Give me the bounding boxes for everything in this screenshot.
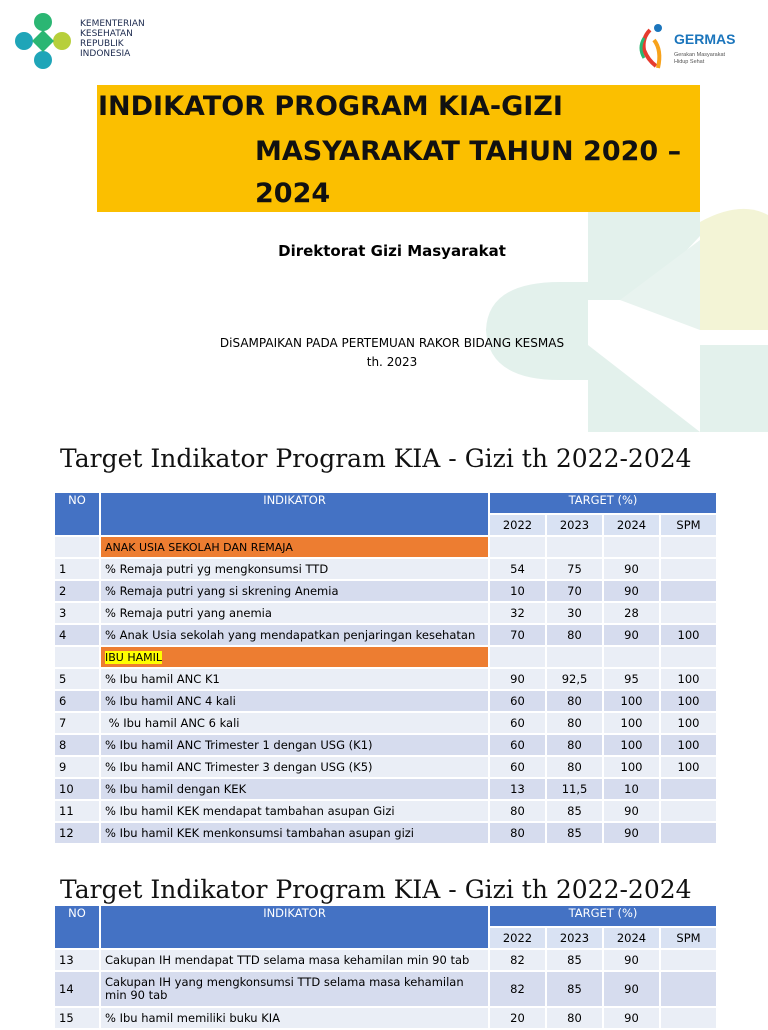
row-indikator: % Ibu hamil ANC K1 [101, 669, 488, 689]
row-spm [661, 559, 716, 579]
table-row [55, 801, 716, 821]
row-target-2024: 100 [604, 735, 659, 755]
header-2023: 2023 [547, 928, 602, 948]
row-spm [661, 950, 716, 970]
row-target-2022: 60 [490, 757, 545, 777]
row-target-2023: 11,5 [547, 779, 602, 799]
kemenkes-logo-icon [14, 12, 72, 70]
indicator-table-1 [53, 491, 718, 845]
row-target-2023: 30 [547, 603, 602, 623]
indicator-table-2 [53, 904, 718, 1030]
row-target-2022: 82 [490, 972, 545, 1006]
table-row [55, 823, 716, 843]
row-target-2022: 80 [490, 801, 545, 821]
row-no: 15 [55, 1008, 99, 1028]
table-row [55, 603, 716, 623]
row-indikator: % Ibu hamil memiliki buku KIA [101, 1008, 488, 1028]
table-row [55, 625, 716, 645]
row-target-2024: 90 [604, 559, 659, 579]
row-target-2024: 100 [604, 691, 659, 711]
row-target-2024: 90 [604, 625, 659, 645]
row-spm: 100 [661, 669, 716, 689]
row-target-2023: 80 [547, 1008, 602, 1028]
row-no: 2 [55, 581, 99, 601]
header-2022: 2022 [490, 928, 545, 948]
row-no: 6 [55, 691, 99, 711]
row-spm [661, 823, 716, 843]
row-indikator: % Anak Usia sekolah yang mendapatkan penjaringan kesehatan [101, 625, 488, 645]
row-target-2023: 80 [547, 625, 602, 645]
header-indikator: INDIKATOR [101, 493, 488, 535]
table-row [55, 581, 716, 601]
category-ibu-hamil: IBU HAMIL [101, 647, 488, 667]
header-2024: 2024 [604, 515, 659, 535]
row-target-2023: 80 [547, 735, 602, 755]
row-no: 10 [55, 779, 99, 799]
row-target-2022: 80 [490, 823, 545, 843]
row-target-2023: 80 [547, 757, 602, 777]
row-spm [661, 603, 716, 623]
header-2022: 2022 [490, 515, 545, 535]
row-indikator: % Ibu hamil KEK menkonsumsi tambahan asupan gizi [101, 823, 488, 843]
row-spm [661, 972, 716, 1006]
header-no: NO [55, 906, 99, 948]
row-target-2024: 10 [604, 779, 659, 799]
cover-slide [0, 0, 768, 432]
row-indikator: % Ibu hamil ANC 4 kali [101, 691, 488, 711]
row-no: 11 [55, 801, 99, 821]
row-spm [661, 581, 716, 601]
row-no: 13 [55, 950, 99, 970]
row-target-2023: 80 [547, 691, 602, 711]
row-spm [661, 801, 716, 821]
row-spm [661, 779, 716, 799]
row-target-2024: 95 [604, 669, 659, 689]
row-indikator: % Ibu hamil ANC Trimester 1 dengan USG (K1) [101, 735, 488, 755]
row-target-2023: 85 [547, 823, 602, 843]
row-target-2024: 90 [604, 972, 659, 1006]
header-indikator: INDIKATOR [101, 906, 488, 948]
table-row [55, 669, 716, 689]
row-target-2024: 100 [604, 757, 659, 777]
row-target-2022: 60 [490, 713, 545, 733]
table-row [55, 779, 716, 799]
row-spm: 100 [661, 735, 716, 755]
table-row [55, 950, 716, 970]
row-target-2022: 54 [490, 559, 545, 579]
row-target-2022: 13 [490, 779, 545, 799]
row-target-2023: 80 [547, 713, 602, 733]
table-row [55, 691, 716, 711]
header-no: NO [55, 493, 99, 535]
row-spm: 100 [661, 625, 716, 645]
row-target-2023: 75 [547, 559, 602, 579]
section-2-title: Target Indikator Program KIA - Gizi th 2022-2024 [60, 875, 692, 904]
row-indikator: % Remaja putri yg mengkonsumsi TTD [101, 559, 488, 579]
section-1-title: Target Indikator Program KIA - Gizi th 2022-2024 [60, 444, 692, 473]
row-no: 7 [55, 713, 99, 733]
subtitle: Direktorat Gizi Masyarakat [278, 242, 506, 260]
row-target-2023: 85 [547, 801, 602, 821]
row-indikator: Cakupan IH yang mengkonsumsi TTD selama masa kehamilan min 90 tab [101, 972, 488, 1006]
row-target-2024: 90 [604, 581, 659, 601]
row-target-2022: 20 [490, 1008, 545, 1028]
title-line-2: MASYARAKAT TAHUN 2020 – [255, 136, 682, 167]
row-target-2022: 90 [490, 669, 545, 689]
row-target-2023: 85 [547, 950, 602, 970]
row-indikator: % Ibu hamil dengan KEK [101, 779, 488, 799]
row-indikator: % Ibu hamil ANC Trimester 3 dengan USG (K5) [101, 757, 488, 777]
row-no: 12 [55, 823, 99, 843]
header-spm: SPM [661, 515, 716, 535]
header-2024: 2024 [604, 928, 659, 948]
row-spm: 100 [661, 691, 716, 711]
row-no: 14 [55, 972, 99, 1006]
row-target-2022: 70 [490, 625, 545, 645]
row-indikator: Cakupan IH mendapat TTD selama masa kehamilan min 90 tab [101, 950, 488, 970]
row-spm: 100 [661, 713, 716, 733]
row-no: 1 [55, 559, 99, 579]
row-target-2024: 90 [604, 1008, 659, 1028]
row-target-2024: 28 [604, 603, 659, 623]
header-spm: SPM [661, 928, 716, 948]
table-row [55, 972, 716, 1006]
presented-at: DiSAMPAIKAN PADA PERTEMUAN RAKOR BIDANG KESMAS th. 2023 [219, 336, 565, 369]
row-target-2022: 60 [490, 735, 545, 755]
row-target-2024: 90 [604, 823, 659, 843]
table-row [55, 757, 716, 777]
row-target-2024: 100 [604, 713, 659, 733]
table-row [55, 559, 716, 579]
header-target: TARGET (%) [490, 906, 716, 926]
category-remaja: ANAK USIA SEKOLAH DAN REMAJA [101, 537, 488, 557]
row-indikator: % Remaja putri yang si skrening Anemia [101, 581, 488, 601]
row-target-2023: 92,5 [547, 669, 602, 689]
row-target-2023: 85 [547, 972, 602, 1006]
germas-brand: GERMAS [674, 31, 736, 47]
row-indikator: % Ibu hamil KEK mendapat tambahan asupan Gizi [101, 801, 488, 821]
header-2023: 2023 [547, 515, 602, 535]
row-spm [661, 1008, 716, 1028]
row-target-2022: 60 [490, 691, 545, 711]
row-no: 8 [55, 735, 99, 755]
table-row [55, 735, 716, 755]
germas-tagline-2: Hidup Sehat [674, 59, 705, 65]
row-spm: 100 [661, 757, 716, 777]
row-target-2024: 90 [604, 801, 659, 821]
table-row [55, 1008, 716, 1028]
table-row [55, 713, 716, 733]
row-target-2023: 70 [547, 581, 602, 601]
row-target-2024: 90 [604, 950, 659, 970]
kemenkes-logo-text: KEMENTERIAN KESEHATAN REPUBLIK INDONESIA [80, 19, 145, 59]
germas-logo-icon [636, 20, 746, 72]
row-no: 3 [55, 603, 99, 623]
row-target-2022: 32 [490, 603, 545, 623]
germas-tagline-1: Gerakan Masyarakat [674, 52, 726, 58]
row-no: 4 [55, 625, 99, 645]
title-line-1: INDIKATOR PROGRAM KIA-GIZI [98, 91, 563, 122]
row-no: 9 [55, 757, 99, 777]
row-target-2022: 10 [490, 581, 545, 601]
title-line-3: 2024 [255, 178, 331, 209]
row-no: 5 [55, 669, 99, 689]
header-target: TARGET (%) [490, 493, 716, 513]
row-target-2022: 82 [490, 950, 545, 970]
row-indikator: % Remaja putri yang anemia [101, 603, 488, 623]
row-indikator: % Ibu hamil ANC 6 kali [101, 713, 488, 733]
